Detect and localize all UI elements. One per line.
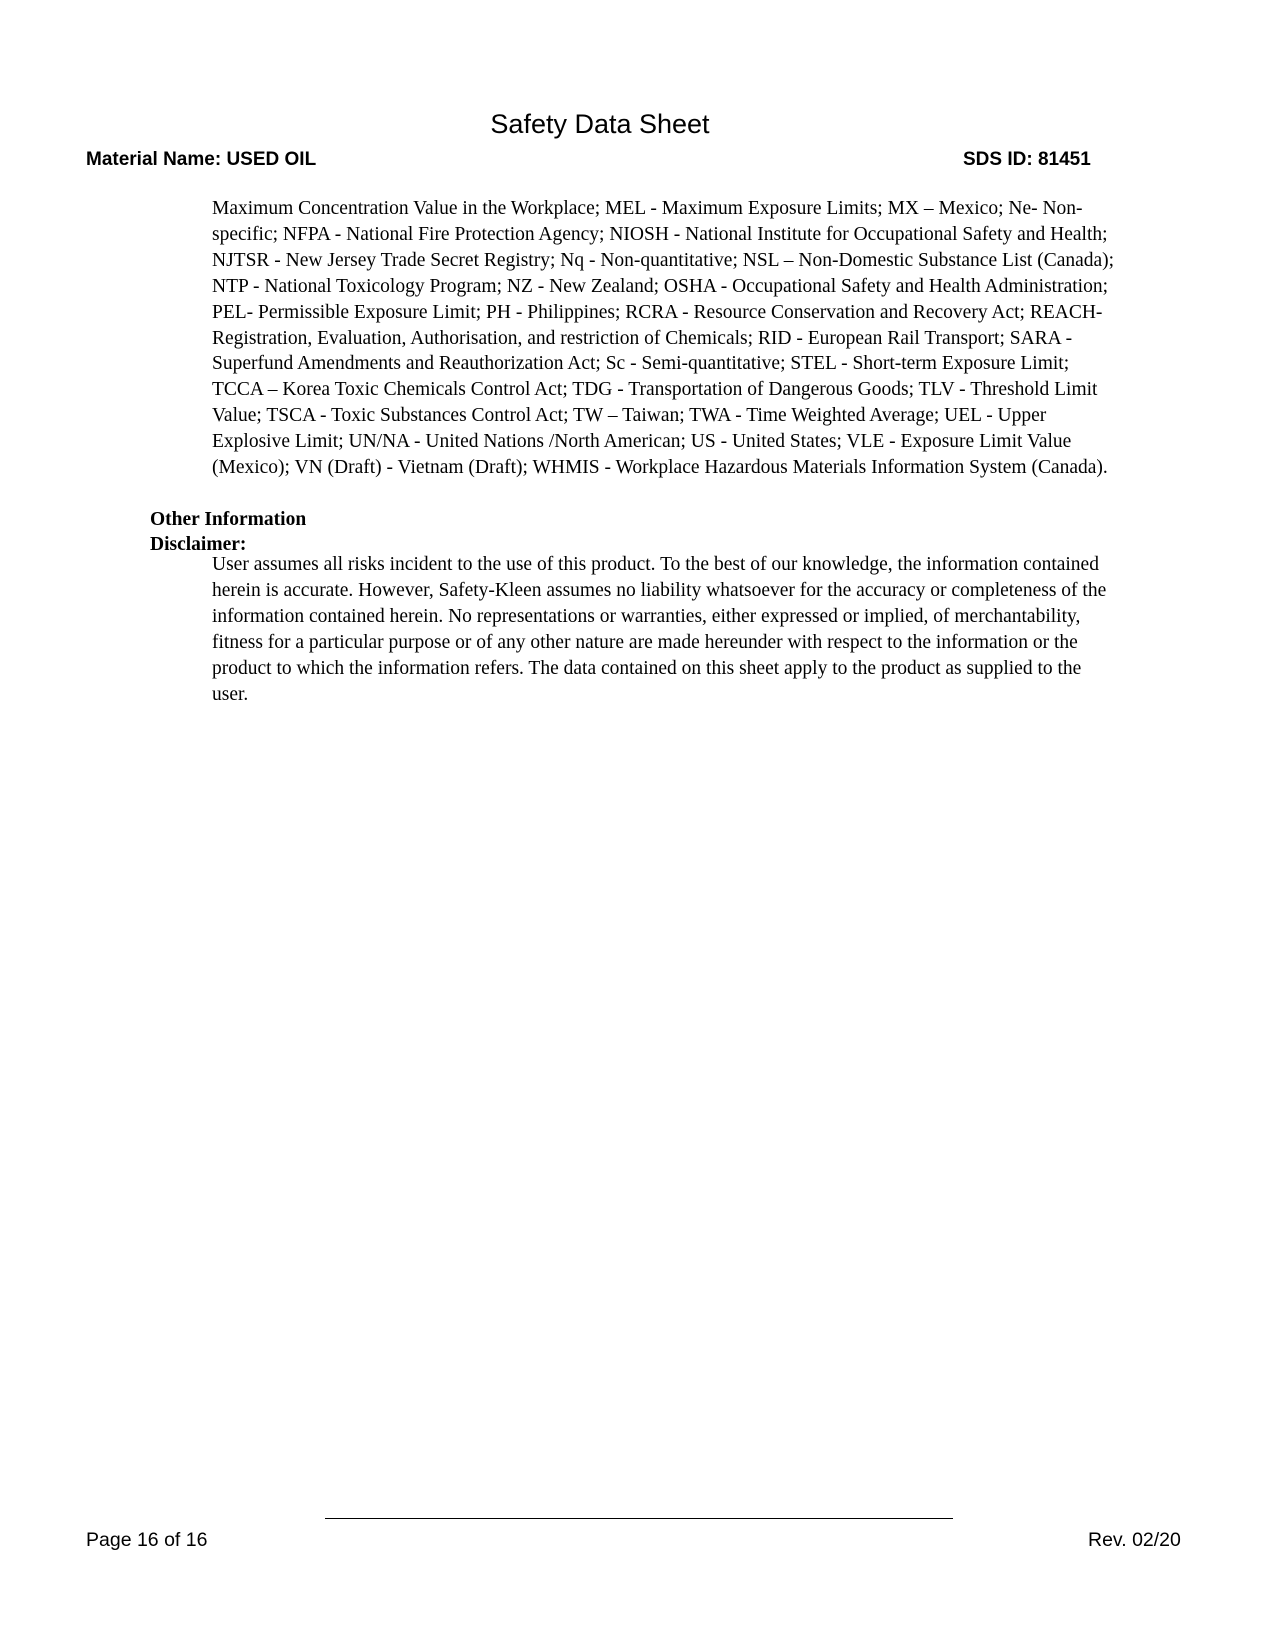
material-name: Material Name: USED OIL	[86, 149, 317, 170]
disclaimer-heading: Disclaimer:	[150, 534, 247, 555]
sds-id: SDS ID: 81451	[963, 149, 1091, 170]
other-information-heading: Other Information	[150, 509, 307, 530]
disclaimer-paragraph: User assumes all risks incident to the use of this product. To the best of our knowledge, the information contained herein is accurate. However, Safety-Kleen assumes no liability whatsoever for the accuracy or completeness of the information contained herein. No representations or warranties, either expressed or implied, of merchantability, fitness for a particular purpose or of any other nature are made hereunder with respect to the information or the product to which the information refers. The data contained on this sheet apply to the product as supplied to the user.	[212, 554, 1107, 705]
footer-divider	[325, 1518, 953, 1519]
abbreviations-paragraph: Maximum Concentration Value in the Workplace; MEL - Maximum Exposure Limits; MX – Mexico; Ne- Non-specific; NFPA - National Fire Protection Agency; NIOSH - National Institute for Occupational Safety and Health; NJTSR - New Jersey Trade Secret Registry; Nq - Non-quantitative; NSL – Non-Domestic Substance List (Canada); NTP - National Toxicology Program; NZ - New Zealand; OSHA - Occupational Safety and Health Administration; PEL- Permissible Exposure Limit; PH - Philippines; RCRA - Resource Conservation and Recovery Act; REACH- Registration, Evaluation, Authorisation, and restriction of Chemicals; RID - European Rail Transport; SARA - Superfund Amendments and Reauthorization Act; Sc - Semi-quantitative; STEL - Short-term Exposure Limit; TCCA – Korea Toxic Chemicals Control Act; TDG - Transportation of Dangerous Goods; TLV - Threshold Limit Value; TSCA - Toxic Substances Control Act; TW – Taiwan; TWA - Time Weighted Average; UEL - Upper Explosive Limit; UN/NA - United Nations /North American; US - United States; VLE - Exposure Limit Value (Mexico); VN (Draft) - Vietnam (Draft); WHMIS - Workplace Hazardous Materials Information System (Canada).	[212, 198, 1115, 479]
revision-label: Rev. 02/20	[1088, 1529, 1181, 1551]
page-number: Page 16 of 16	[86, 1529, 208, 1551]
document-title: Safety Data Sheet	[490, 109, 710, 139]
